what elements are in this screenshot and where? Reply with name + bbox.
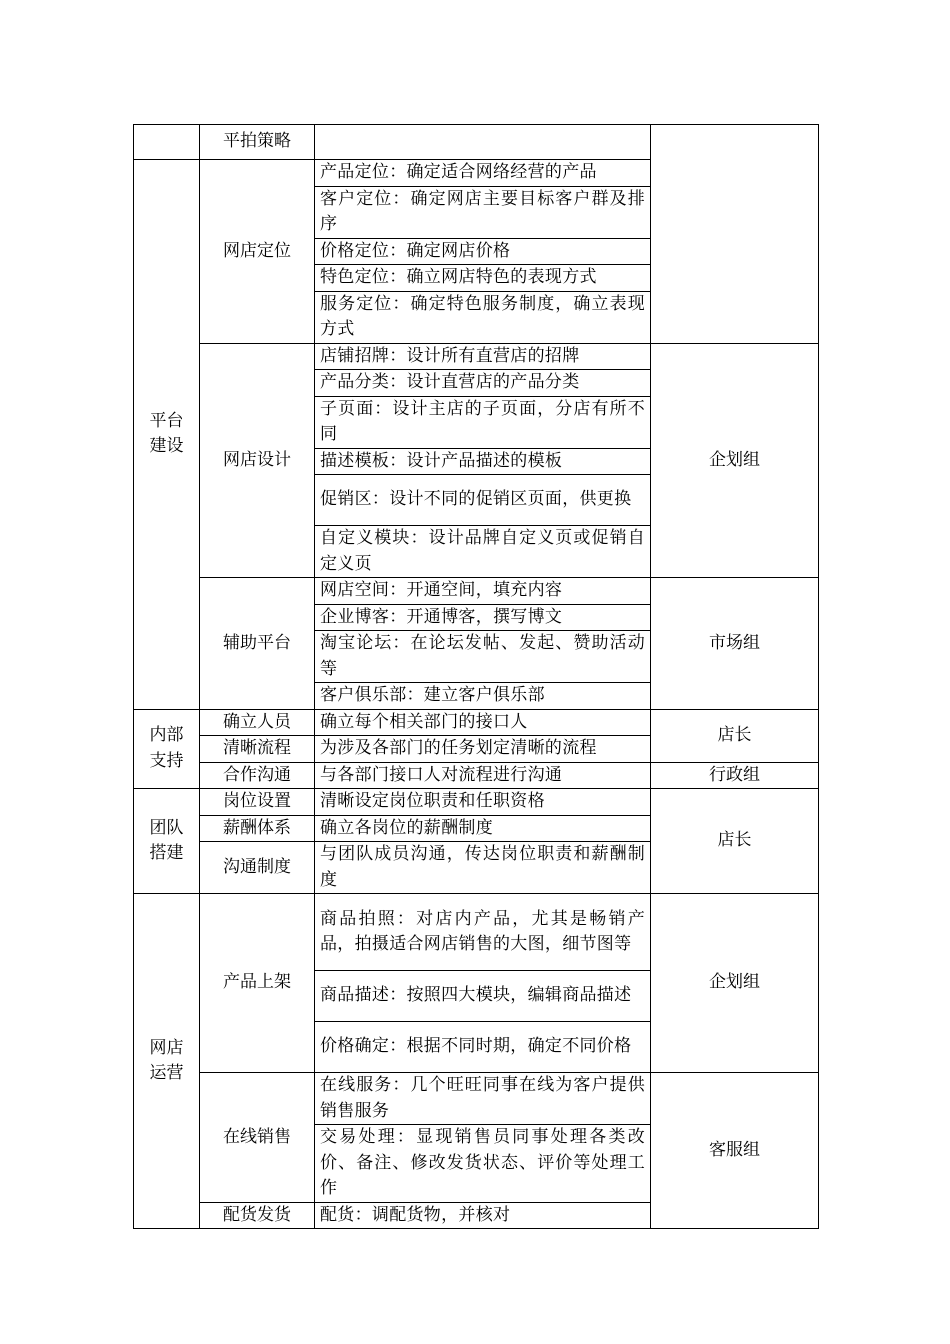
detail-cell: 价格确定：根据不同时期，确定不同价格 [315, 1022, 651, 1073]
category-team-building: 团队 搭建 [134, 789, 200, 894]
sub-store-design: 网店设计 [200, 343, 315, 578]
category-store-operation: 网店 运营 [134, 894, 200, 1229]
sub-aux-platform: 辅助平台 [200, 578, 315, 710]
detail-cell: 交易处理：显现销售员同事处理各类改价、备注、修改发货状态、评价等处理工作 [315, 1125, 651, 1203]
table-row [134, 894, 819, 971]
table-row [134, 343, 819, 370]
owner-customer-service-group: 客服组 [651, 1073, 819, 1229]
table-row [134, 578, 819, 605]
detail-cell: 商品拍照：对店内产品，尤其是畅销产品，拍摄适合网店销售的大图，细节图等 [315, 894, 651, 971]
detail-cell: 特色定位：确立网店特色的表现方式 [315, 265, 651, 292]
owner-admin-group: 行政组 [651, 762, 819, 789]
detail-cell: 店铺招牌：设计所有直营店的招牌 [315, 343, 651, 370]
table-row [134, 789, 819, 816]
detail-cell: 产品分类：设计直营店的产品分类 [315, 370, 651, 397]
sub-cell-flat-shoot-strategy: 平拍策略 [200, 125, 315, 160]
sub-cell: 薪酬体系 [200, 815, 315, 842]
category-platform-building: 平台 建设 [134, 160, 200, 710]
owner-cell-empty [651, 125, 819, 344]
sub-cell: 沟通制度 [200, 842, 315, 894]
sub-product-listing: 产品上架 [200, 894, 315, 1073]
detail-cell: 客户定位：确定网店主要目标客户群及排序 [315, 186, 651, 238]
detail-cell: 确立每个相关部门的接口人 [315, 709, 651, 736]
detail-cell: 配货：调配货物，并核对 [315, 1202, 651, 1229]
detail-cell: 客户俱乐部：建立客户俱乐部 [315, 683, 651, 710]
detail-cell: 产品定位：确定适合网络经营的产品 [315, 160, 651, 187]
plan-table [133, 124, 819, 1229]
sub-cell: 合作沟通 [200, 762, 315, 789]
detail-cell: 淘宝论坛：在论坛发帖、发起、赞助活动等 [315, 631, 651, 683]
table-row [134, 1073, 819, 1125]
detail-cell: 确立各岗位的薪酬制度 [315, 815, 651, 842]
owner-marketing-group: 市场组 [651, 578, 819, 710]
category-internal-support: 内部 支持 [134, 709, 200, 789]
detail-cell-empty [315, 125, 651, 160]
detail-cell: 清晰设定岗位职责和任职资格 [315, 789, 651, 816]
detail-cell: 自定义模块：设计品牌自定义页或促销自定义页 [315, 526, 651, 578]
category-cell-empty [134, 125, 200, 160]
detail-cell: 商品描述：按照四大模块，编辑商品描述 [315, 971, 651, 1022]
table-row [134, 709, 819, 736]
sub-cell: 岗位设置 [200, 789, 315, 816]
owner-planning-group: 企划组 [651, 343, 819, 578]
detail-cell: 促销区：设计不同的促销区页面，供更换 [315, 475, 651, 526]
table-row [134, 762, 819, 789]
sub-store-positioning: 网店定位 [200, 160, 315, 344]
owner-store-manager: 店长 [651, 709, 819, 762]
owner-store-manager: 店长 [651, 789, 819, 894]
detail-cell: 企业博客：开通博客，撰写博文 [315, 604, 651, 631]
detail-cell: 描述模板：设计产品描述的模板 [315, 448, 651, 475]
detail-cell: 在线服务：几个旺旺同事在线为客户提供销售服务 [315, 1073, 651, 1125]
sub-cell: 确立人员 [200, 709, 315, 736]
detail-cell: 与各部门接口人对流程进行沟通 [315, 762, 651, 789]
detail-cell: 与团队成员沟通，传达岗位职责和薪酬制度 [315, 842, 651, 894]
detail-cell: 为涉及各部门的任务划定清晰的流程 [315, 736, 651, 763]
table-row [134, 125, 819, 160]
sub-cell: 配货发货 [200, 1202, 315, 1229]
detail-cell: 子页面：设计主店的子页面，分店有所不同 [315, 396, 651, 448]
sub-cell: 清晰流程 [200, 736, 315, 763]
detail-cell: 服务定位：确定特色服务制度，确立表现方式 [315, 291, 651, 343]
detail-cell: 价格定位：确定网店价格 [315, 238, 651, 265]
detail-cell: 网店空间：开通空间，填充内容 [315, 578, 651, 605]
owner-planning-group: 企划组 [651, 894, 819, 1073]
sub-online-sales: 在线销售 [200, 1073, 315, 1203]
